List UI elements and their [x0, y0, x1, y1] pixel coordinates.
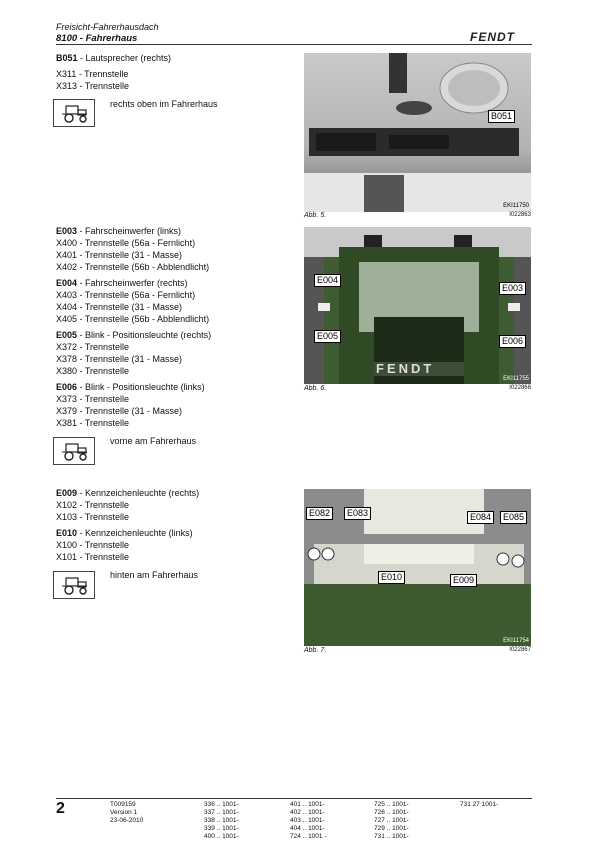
item-line: X403 - Trennstelle (56a - Fernlicht) — [56, 290, 196, 300]
location-text: vorne am Fahrerhaus — [110, 436, 197, 446]
item-line: E006 - Blink - Positionsleuchte (links) — [56, 382, 205, 392]
tractor-icon — [53, 571, 95, 599]
item-line: X405 - Trennstelle (56b - Abblendlicht) — [56, 314, 210, 324]
footer-divider — [56, 798, 532, 799]
item-line: E010 - Kennzeichenleuchte (links) — [56, 528, 193, 538]
item-line: E009 - Kennzeichenleuchte (rechts) — [56, 488, 200, 498]
item-line: E003 - Fahrscheinwerfer (links) — [56, 226, 182, 236]
serial-range-col4: 731 27 1001- — [460, 801, 499, 808]
photo-label: E083 — [344, 507, 371, 520]
photo-label: E082 — [306, 507, 333, 520]
item-line: X102 - Trennstelle — [56, 500, 130, 510]
item-line: X373 - Trennstelle — [56, 394, 130, 404]
figure-caption: Abb. 5. — [304, 212, 327, 219]
item-line: X372 - Trennstelle — [56, 342, 130, 352]
photo-label: E004 — [314, 274, 341, 287]
item-line: X101 - Trennstelle — [56, 552, 130, 562]
figure-caption: Abb. 6. — [304, 385, 327, 392]
item-line: X404 - Trennstelle (31 - Masse) — [56, 302, 183, 312]
section-lights-text — [56, 225, 211, 429]
item-line: E004 - Fahrscheinwerfer (rechts) — [56, 278, 188, 288]
item-line: X380 - Trennstelle — [56, 366, 130, 376]
page-number: 2 — [56, 800, 65, 817]
location-text: rechts oben im Fahrerhaus — [110, 99, 218, 109]
photo-id-top: EKI11754 — [503, 638, 529, 644]
item-line: E005 - Blink - Positionsleuchte (rechts) — [56, 330, 212, 340]
section-plate-lights-text — [56, 487, 199, 563]
item-line: X381 - Trennstelle — [56, 418, 130, 428]
item-line: X400 - Trennstelle (56a - Fernlicht) — [56, 238, 196, 248]
photo-label: E006 — [499, 335, 526, 348]
item-line: X401 - Trennstelle (31 - Masse) — [56, 250, 183, 260]
photo-label: E084 — [467, 511, 494, 524]
doc-info: T009159 Version 1 23-06-2010 — [110, 801, 144, 824]
photo-id-top: EKI11755 — [503, 376, 529, 382]
figure-7-photo — [304, 489, 531, 646]
item-line: X402 - Trennstelle (56b - Abblendlicht) — [56, 262, 210, 272]
serial-range-col1: 336 .. 1001- 337 .. 1001- 338 .. 1001- 339 .. 1001- 400 .. 1001- — [204, 801, 239, 840]
fendt-logo: FENDT — [470, 30, 515, 44]
location-text: hinten am Fahrerhaus — [110, 570, 199, 580]
item-line: X379 - Trennstelle (31 - Masse) — [56, 406, 183, 416]
tractor-brand-text: FENDT — [376, 361, 435, 376]
item-line: X100 - Trennstelle — [56, 540, 130, 550]
photo-id-top: EKI11750 — [503, 203, 529, 209]
tractor-icon — [53, 99, 95, 127]
header-subtitle: Freisicht-Fahrerhausdach — [56, 22, 159, 32]
item-line: B051 - Lautsprecher (rechts) — [56, 53, 172, 63]
header-divider — [56, 44, 532, 45]
item-line: X103 - Trennstelle — [56, 512, 130, 522]
figure-id: I022868 — [509, 385, 531, 391]
photo-label: E085 — [500, 511, 527, 524]
photo-label: E009 — [450, 574, 477, 587]
figure-6-photo — [304, 227, 531, 384]
photo-label: B051 — [488, 110, 515, 123]
item-line: X378 - Trennstelle (31 - Masse) — [56, 354, 183, 364]
serial-range-col3: 725 .. 1001- 726 .. 1001- 727 .. 1001- 729 .. 1001- 731 .. 1001- — [374, 801, 409, 840]
section-b051-text — [56, 52, 171, 92]
photo-label: E005 — [314, 330, 341, 343]
photo-label: E010 — [378, 571, 405, 584]
tractor-icon — [53, 437, 95, 465]
figure-caption: Abb. 7. — [304, 647, 327, 654]
item-line: X313 - Trennstelle — [56, 81, 130, 91]
photo-label: E003 — [499, 282, 526, 295]
serial-range-col2: 401 .. 1001- 402 .. 1001- 403 .. 1001- 404 .. 1001- 724 .. 1001 - — [290, 801, 327, 840]
figure-id: I022863 — [509, 212, 531, 218]
figure-id: I022867 — [509, 647, 531, 653]
item-line: X311 - Trennstelle — [56, 69, 129, 79]
header-title: 8100 - Fahrerhaus — [56, 33, 138, 44]
figure-5-photo — [304, 53, 531, 212]
